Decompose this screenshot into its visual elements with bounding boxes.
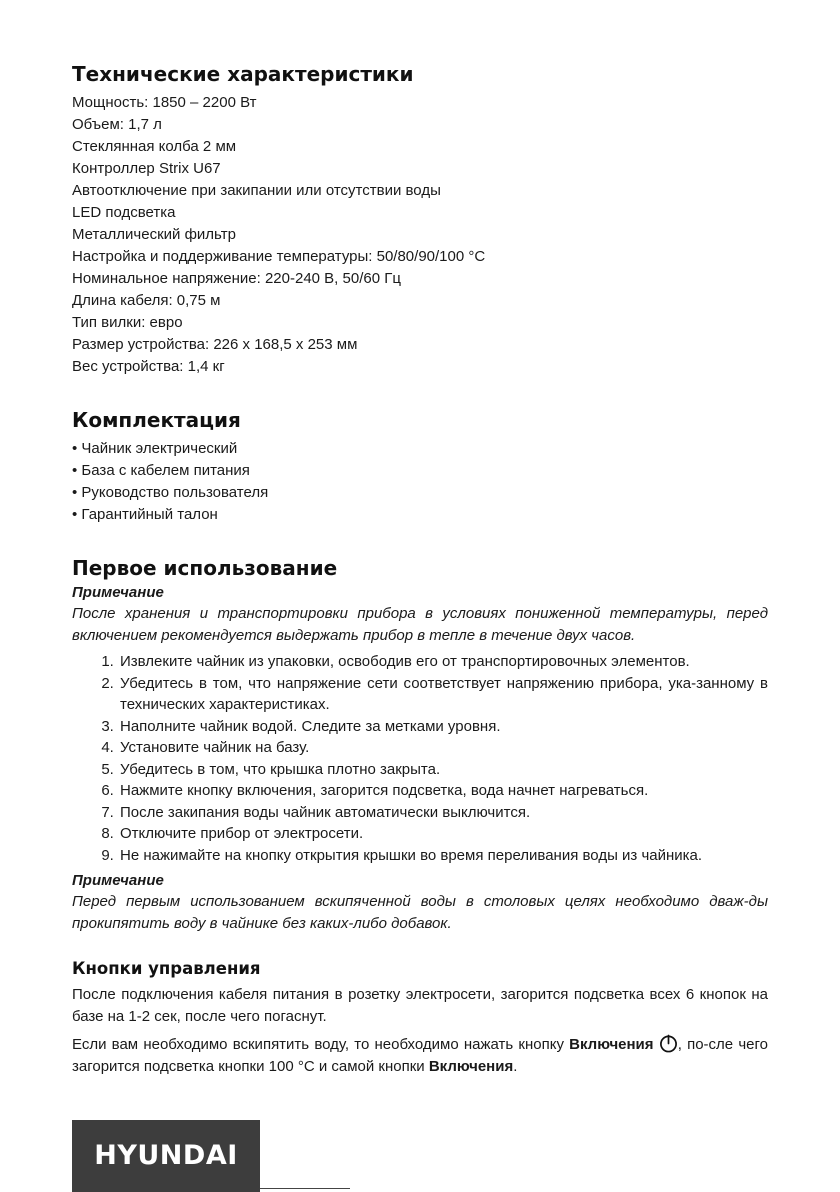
controls-paragraph	[72, 1034, 768, 1078]
kit-item: • База с кабелем питания	[72, 462, 250, 479]
specs-heading: Технические характеристики	[72, 62, 414, 86]
step-item: 8. Отключите прибор от электросети.	[118, 823, 768, 845]
kit-item: • Чайник электрический	[72, 440, 238, 457]
step-item: 4. Установите чайник на базу.	[118, 737, 768, 759]
brand-logo	[72, 1120, 260, 1192]
spec-line: Настройка и поддерживание температуры: 50/80/90/100 °С	[72, 248, 486, 265]
controls-heading: Кнопки управления	[72, 959, 261, 978]
step-item: 3. Наполните чайник водой. Следите за метками уровня.	[118, 716, 768, 738]
controls-paragraph: После подключения кабеля питания в розетку электросети, загорится подсветка всех 6 кнопок на базе на 1-2 сек, после чего погаснут.	[72, 986, 768, 1025]
steps-list	[72, 651, 768, 866]
spec-line: Размер устройства: 226 x 168,5 x 253 мм	[72, 336, 358, 353]
kit-heading: Комплектация	[72, 408, 241, 432]
note-title: Примечание	[72, 872, 164, 889]
note-text: После хранения и транспортировки прибора в условиях пониженной температуры, перед включением рекомендуется выдержать прибор в тепле в течение двух часов.	[72, 605, 768, 644]
step-item: 6. Нажмите кнопку включения, загорится подсветка, вода начнет нагреваться.	[118, 780, 768, 802]
spec-line: Тип вилки: евро	[72, 314, 183, 331]
step-item: 1. Извлеките чайник из упаковки, освободив его от транспортировочных элементов.	[118, 651, 768, 673]
specs-list	[72, 92, 768, 378]
bold-term: Включения	[428, 1058, 514, 1075]
spec-line: Номинальное напряжение: 220-240 В, 50/60 Гц	[72, 270, 401, 287]
spec-line: Контроллер Strix U67	[72, 160, 221, 177]
spec-line: Металлический фильтр	[72, 226, 236, 243]
bottom-divider	[260, 1188, 350, 1189]
first-use-heading: Первое использование	[72, 556, 338, 580]
para-text: .	[513, 1058, 518, 1075]
kit-item: • Руководство пользователя	[72, 484, 269, 501]
specs-section	[72, 62, 768, 378]
bold-term: Включения	[569, 1036, 654, 1053]
para-text: , по-сле чего загорится подсветка кнопки 100 °С и самой кнопки	[72, 1036, 768, 1075]
para-text: Если вам необходимо вскипятить воду, то необходимо нажать кнопку	[72, 1036, 570, 1053]
spec-line: Вес устройства: 1,4 кг	[72, 358, 225, 375]
power-icon	[659, 1034, 678, 1053]
spec-line: Мощность: 1850 – 2200 Вт	[72, 94, 257, 111]
manual-page	[72, 62, 768, 1084]
step-item: 9. Не нажимайте на кнопку открытия крышки во время переливания воды из чайника.	[118, 845, 768, 867]
kit-section	[72, 408, 768, 526]
spec-line: Стеклянная колба 2 мм	[72, 138, 237, 155]
step-item: 7. После закипания воды чайник автоматически выключится.	[118, 802, 768, 824]
spec-line: Объем: 1,7 л	[72, 116, 162, 133]
note-title: Примечание	[72, 584, 164, 601]
section-gap	[72, 935, 768, 959]
controls-section	[72, 959, 768, 1078]
brand-logo-text: HYUNDAI	[94, 1140, 238, 1171]
step-item: 5. Убедитесь в том, что крышка плотно закрыта.	[118, 759, 768, 781]
note-text: Перед первым использованием вскипяченной воды в столовых целях необходимо дваж-ды прокипятить воду в чайнике без каких-либо добавок.	[72, 893, 768, 932]
step-item: 2. Убедитесь в том, что напряжение сети соответствует напряжению прибора, ука-занному в технических характеристиках.	[118, 673, 768, 716]
spec-line: LED подсветка	[72, 204, 176, 221]
first-use-section	[72, 556, 768, 935]
spec-line: Длина кабеля: 0,75 м	[72, 292, 221, 309]
kit-item: • Гарантийный талон	[72, 506, 218, 523]
spec-line: Автоотключение при закипании или отсутствии воды	[72, 182, 441, 199]
